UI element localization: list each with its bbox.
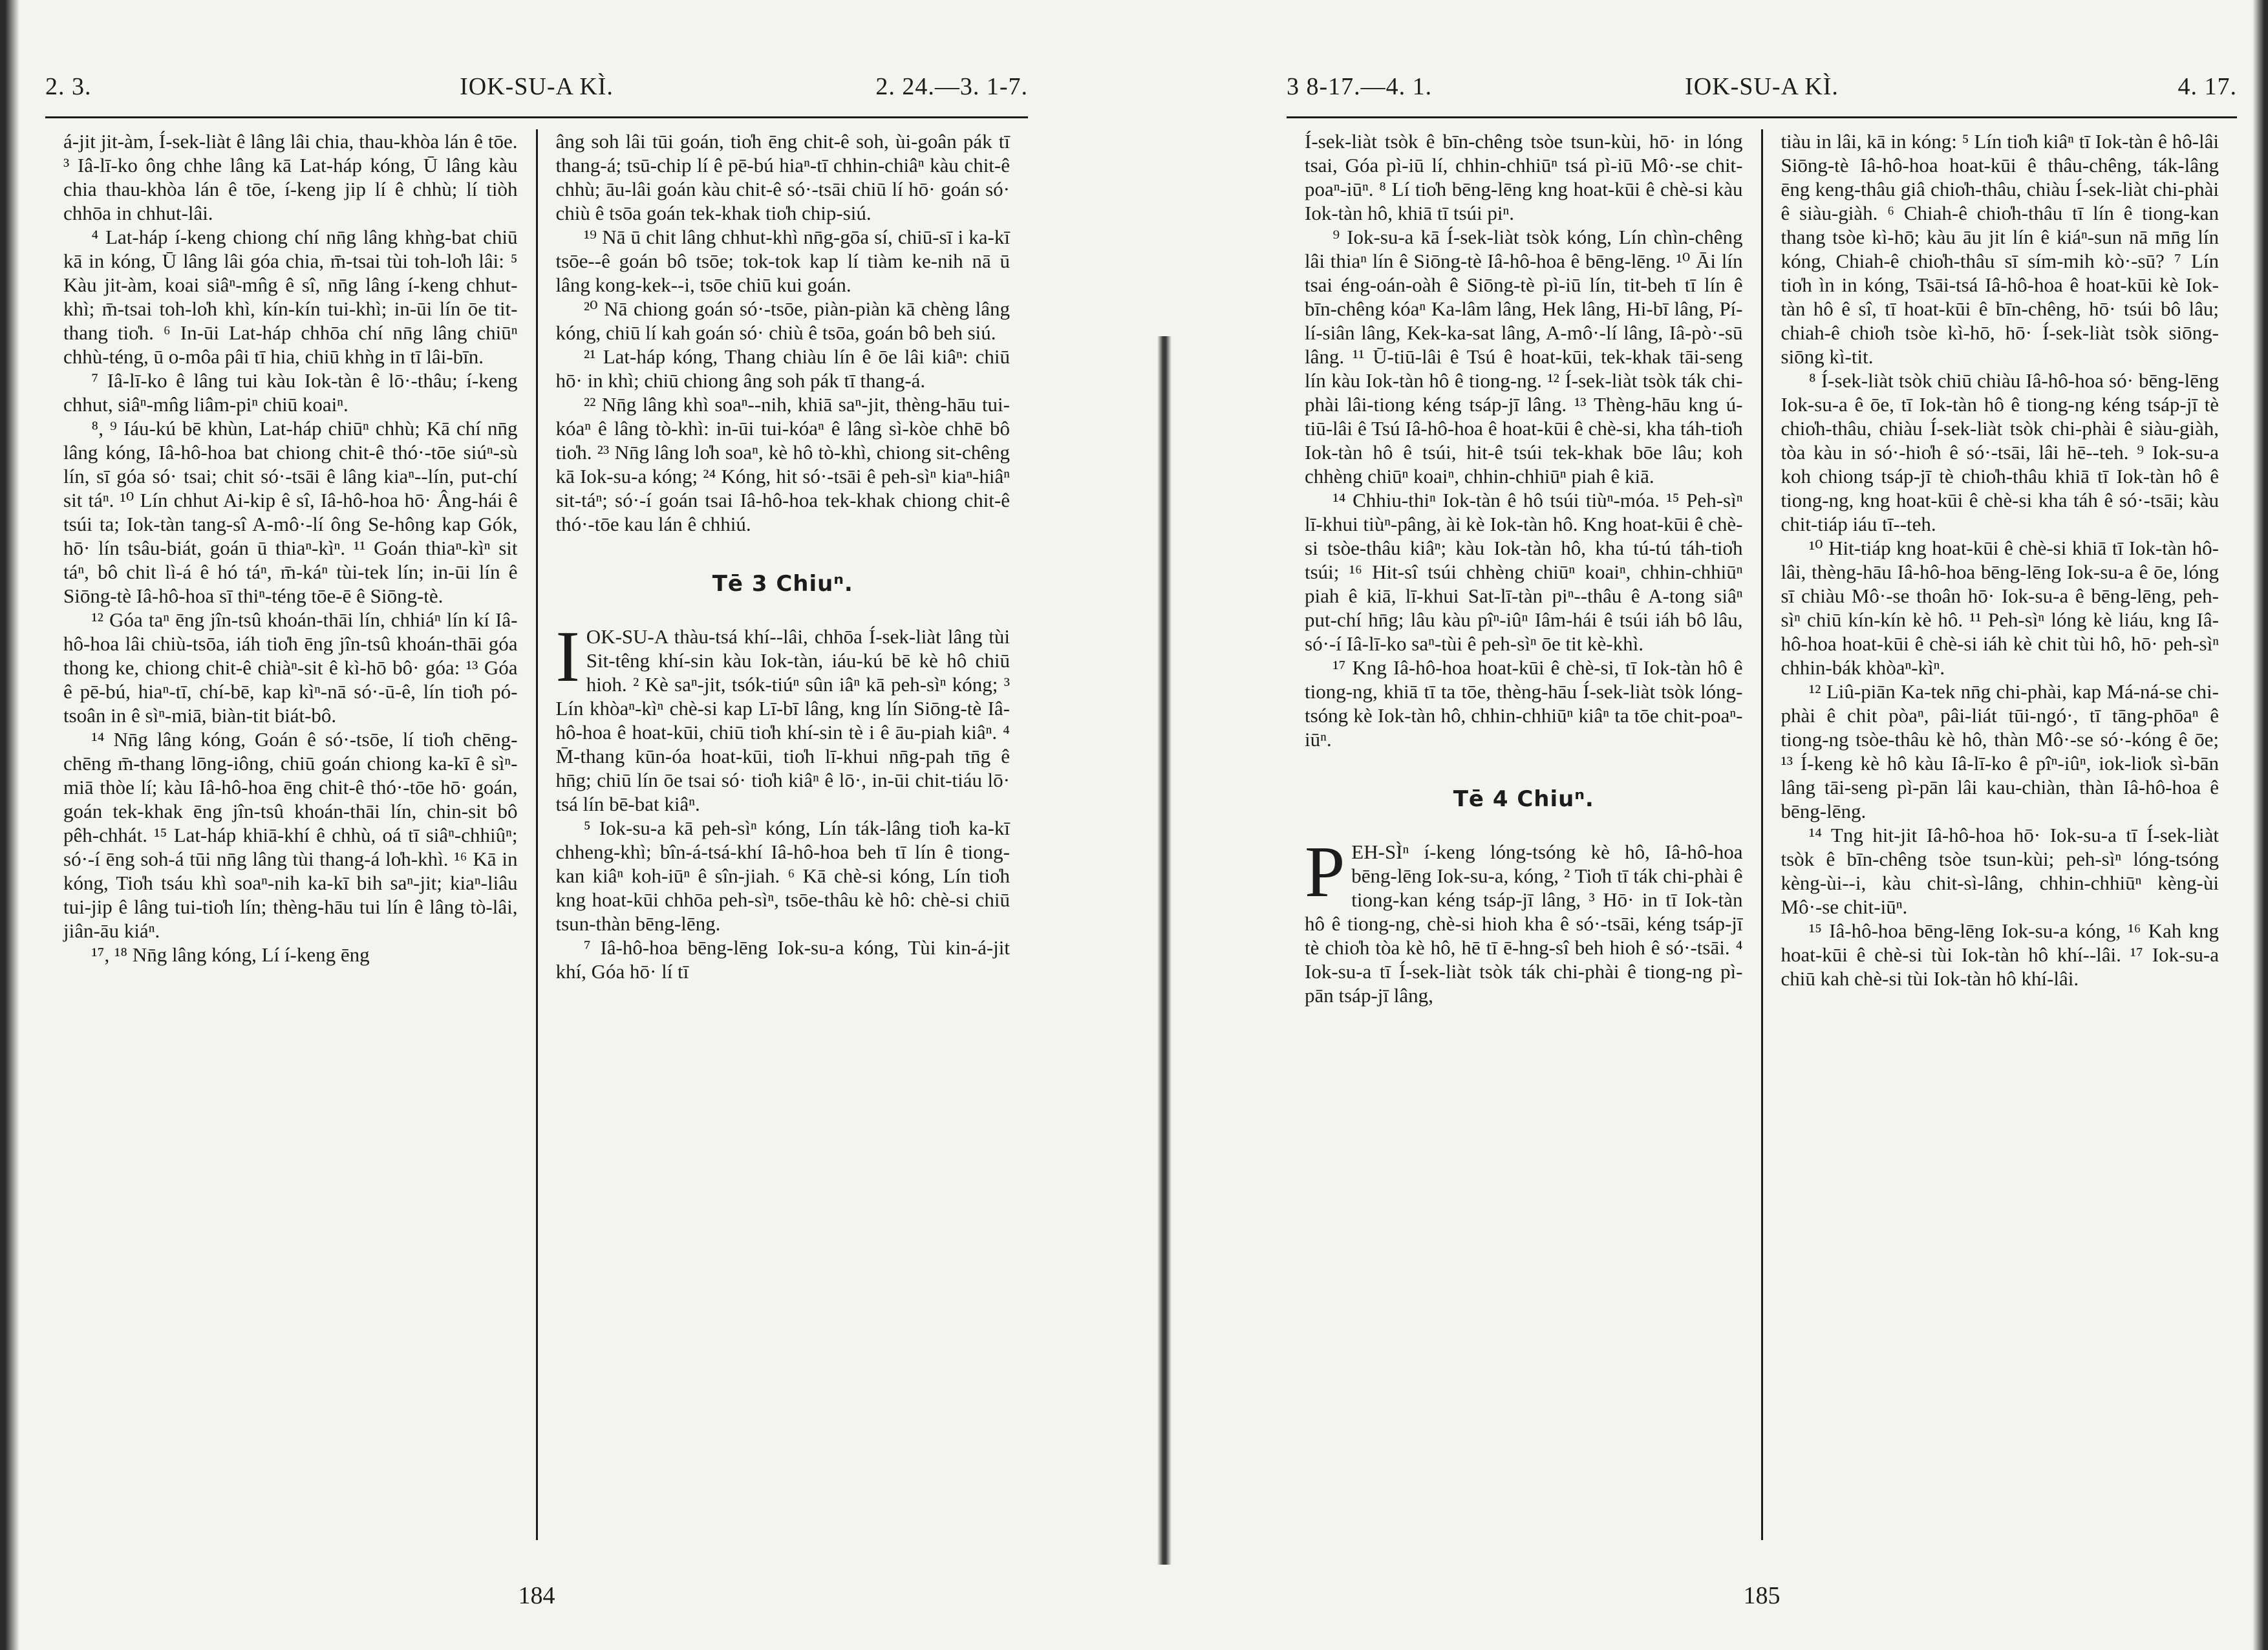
text-column-left bbox=[45, 129, 536, 1540]
chapter-verse-range: 3 8-17.—4. 1. bbox=[1287, 73, 1433, 100]
paragraph: ¹⁰ Hit-tiáp kng hoat-kūi ê chè-si khiā tī Iok-tàn hô-lâi, thèng-hāu Iâ-hô-hoa bēng-lēng Iok-su-a ê ōe, lóng sī chiàu Mô·-se thoân hō· Iok-su-a ê bēng-lēng, peh-sìⁿ chiū kín-kín kè hô. ¹¹ Peh-sìⁿ lóng kè liáu, kng Iâ-hô-hoa hoat-kūi ê chè-si iáh kè chit tùi hô, hō· peh-sìⁿ chhin-bák khòaⁿ-kìⁿ. bbox=[1781, 537, 2219, 679]
paragraph: ⁷ Iâ-hô-hoa bēng-lēng Iok-su-a kóng, Tùi kin-á-jit khí, Góa hō· lí tī bbox=[555, 936, 1010, 983]
page-edge bbox=[0, 0, 26, 1650]
chapter-heading: Tē 4 Chiuⁿ. bbox=[1453, 786, 1594, 812]
paragraph: ¹⁵ Iâ-hô-hoa bēng-lēng Iok-su-a kóng, ¹⁶ Kah kng hoat-kūi ê chè-si tùi Iok-tàn hô khí--lâi. ¹⁷ Iok-su-a chiū kah chè-si tùi Iok-tàn hô khí-lâi. bbox=[1781, 919, 2219, 990]
page-number: 185 bbox=[1743, 1582, 1781, 1609]
paragraph-text: EH-SÌⁿ í-keng lóng-tsóng kè hô, Iâ-hô-hoa bēng-lēng Iok-su-a, kóng, ² Tio̍h tī ták chi-phài ê tiong-kan kéng tsáp-jī lâng, ³ Hō· in tī Iok-tàn hô ê tiong-ng, chè-si hioh kha ê só·-tsāi, kéng tsáp-jī tè chio̍h tòa kè hô, hē tī ē-hng-sî beh hioh ê só·-tsāi. ⁴ Iok-su-a tī Í-sek-liàt tsòk ták chi-phài ê tiong-ng pì-pān tsáp-jī lâng, bbox=[1305, 841, 1743, 1007]
paragraph: ⁵ Iok-su-a kā peh-sìⁿ kóng, Lín ták-lâng tio̍h ka-kī chheng-khì; bîn-á-tsá-khí Iâ-hô-hoa beh tī lín ê tiong-kan kiâⁿ koh-iūⁿ ê sîn-jiah. ⁶ Kā chè-si kóng, Lín tio̍h kng hoat-kūi chhōa peh-sìⁿ, tsōe-thâu kè hô: chè-si chiū tsun-thàn bēng-lēng. bbox=[555, 817, 1010, 935]
text-column-right bbox=[1763, 129, 2238, 1540]
book-gutter bbox=[1157, 336, 1171, 1565]
header-rule bbox=[45, 116, 1028, 118]
page-number: 184 bbox=[518, 1582, 555, 1609]
paragraph: ¹⁷ Kng Iâ-hô-hoa hoat-kūi ê chè-si, tī Iok-tàn hô ê tiong-ng, khiā tī ta tōe, thèng-hāu Í-sek-liàt tsòk lóng-tsóng kè Iok-tàn hô, chhin-chhiūⁿ kiâⁿ ta tōe chit-poaⁿ-iūⁿ. bbox=[1305, 656, 1743, 751]
paragraph: ¹⁴ Chhiu-thiⁿ Iok-tàn ê hô tsúi tiùⁿ-móa. ¹⁵ Peh-sìⁿ lī-khui tiùⁿ-pâng, ài kè Iok-tàn hô. Kng hoat-kūi ê chè-si tsòe-thâu kiâⁿ; kàu Iok-tàn hô, kha tú-tú táh-tio̍h tsúi; ¹⁶ Hit-sî tsúi chhèng chiūⁿ koaiⁿ, chhin-chhiūⁿ piah ê kiā, lī-khui Sat-lī-tàn piⁿ--thâu ê A-tong siâⁿ put-chí hn̄g; lâu kàu pîⁿ-iûⁿ Iâm-hái ê tsúi iáh bô lâu, só·-í Iâ-lī-ko saⁿ-tùi ê peh-sìⁿ ōe tit kè-khì. bbox=[1305, 489, 1743, 655]
paragraph: ²⁰ Nā chiong goán só·-tsōe, piàn-piàn kā chèng lâng kóng, chiū lí kah goán só· chiù ê tsōa, goán bô beh siú. bbox=[555, 297, 1010, 344]
paragraph: Í-sek-liàt tsòk ê bīn-chêng tsòe tsun-kùi, hō· in lóng tsai, Góa pì-iū lí, chhin-chhiūⁿ tsá pì-iū Mô·-se chit-poaⁿ-iūⁿ. ⁸ Lí tio̍h bēng-lēng kng hoat-kūi ê chè-si kàu Iok-tàn hô, khiā tī tsúi piⁿ. bbox=[1305, 130, 1743, 224]
drop-cap: I bbox=[555, 617, 580, 697]
paragraph bbox=[1305, 832, 1743, 1007]
paragraph: á-jit jit-àm, Í-sek-liàt ê lâng lâi chia, thau-khòa lán ê tōe. ³ Iâ-lī-ko ông chhe lâng kā Lat-háp kóng, Ū lâng kàu chia thau-khòa lán ê tōe, í-keng jip lí ê chhù; lí tiòh chhōa in chhut-lâi. bbox=[63, 130, 518, 224]
text-columns bbox=[45, 129, 1028, 1540]
paragraph: ¹⁴ Nn̄g lâng kóng, Goán ê só·-tsōe, lí tio̍h chēng-chēng m̄-thang lōng-iông, chiū goán chiong ka-kī ê sìⁿ-miā thòe lí; kàu Iâ-hô-hoa ēng chit-ê thó·-tōe hō· goán, goán tek-khak ēng jîn-tsû khoán-thāi lín, chin-sit bô pêh-chhát. ¹⁵ Lat-háp khiā-khí ê chhù, oá tī siâⁿ-chhiûⁿ; só·-í ēng soh-á tūi nn̄g lâng tùi thang-á lo̍h-khì. ¹⁶ Kā in kóng, Tio̍h tsáu khì soaⁿ-nih ka-kī bih saⁿ-jit; kiaⁿ-liâu tui-jip ê lâng tui-tio̍h lín; thèng-hāu tui lín ê lâng tò-lâi, jiân-āu kiáⁿ. bbox=[63, 728, 518, 942]
text-columns bbox=[1287, 129, 2237, 1540]
paragraph: ²² Nn̄g lâng khì soaⁿ--nih, khiā saⁿ-jit, thèng-hāu tui-kóaⁿ ê lâng tò-khì: in-ūi tui-kóaⁿ ê lâng sì-kòe chhē bô tio̍h. ²³ Nn̄g lâng lo̍h soaⁿ, kè hô tò-khì, chiong sit-chêng kā Iok-su-a kóng; ²⁴ Kóng, hit só·-tsāi ê peh-sìⁿ kiaⁿ-hiâⁿ sit-táⁿ; só·-í goán tsai Iâ-hô-hoa tek-khak chiong chit-ê thó·-tōe kau lán ê chhiú. bbox=[555, 393, 1010, 535]
chapter-verse-range: 4. 17. bbox=[2177, 73, 2237, 100]
paragraph: tiàu in lâi, kā in kóng: ⁵ Lín tio̍h kiâⁿ tī Iok-tàn ê hô-lâi Siōng-tè Iâ-hô-hoa hoat-kūi ê thâu-chêng, ták-lâng ēng keng-thâu giâ chio̍h-thâu, chiàu Í-sek-liàt chi-phài ê siàu-giàh. ⁶ Chiah-ê chio̍h-thâu tī lín ê tiong-kan thang tsòe kì-hō; kàu āu jit lín ê kiáⁿ-sun nā mn̄g lín kóng, Chiah-ê chio̍h-thâu sī sím-mih kò·-sū? ⁷ Lín tio̍h ìn in kóng, Tsāi-tsá Iâ-hô-hoa ê hoat-kūi kè Iok-tàn hô ê sî, tī hoat-kūi ê bīn-chêng, hō· tsúi bô lâu; chiah-ê chio̍h tsòe kì-hō, hō· Í-sek-liàt tsòk siōng-siōng kì-tit. bbox=[1781, 130, 2219, 368]
paragraph: ¹⁴ Tng hit-jit Iâ-hô-hoa hō· Iok-su-a tī Í-sek-liàt tsòk ê bīn-chêng tsòe tsun-kùi; peh-sìⁿ lóng-tsóng kèng-ùi--i, kàu chit-sì-lâng, chhin-chhiūⁿ kèng-ùi Mô·-se chit-iūⁿ. bbox=[1781, 824, 2219, 918]
running-head bbox=[45, 72, 1028, 111]
paragraph: ⁹ Iok-su-a kā Í-sek-liàt tsòk kóng, Lín chìn-chêng lâi thiaⁿ lín ê Siōng-tè Iâ-hô-hoa ê bēng-lēng. ¹⁰ Āi lín tsai éng-oán-oàh ê Siōng-tè pì-iū lín, tit-beh tī lín ê bīn-chêng kóaⁿ Ka-lâm lâng, Hek lâng, Hi-bī lâng, Pí-lí-siân lâng, Kek-ka-sat lâng, A-mô·-lí lâng, Iâ-pò·-sū lâng. ¹¹ Ū-tiū-lâi ê Tsú ê hoat-kūi, tek-khak tāi-seng lín kàu Iok-tàn hô ê tiong-ng. ¹² Í-sek-liàt tsòk ták chi-phài lâi-tiong kéng tsáp-jī lâng. ¹³ Thèng-hāu kng ú-tiū-lâi ê Tsú Iâ-hô-hoa ê hoat-kūi ê chè-si, kha táh-tio̍h Iok-tàn hô ê tsúi, hit-ê tsúi tek-khak bōe lâu; koh chhèng chiūⁿ koaiⁿ, chhin-chhiūⁿ piah ê kiā. bbox=[1305, 226, 1743, 488]
paragraph: âng soh lâi tūi goán, tio̍h ēng chit-ê soh, ùi-goân pák tī thang-á; tsū-chip lí ê pē-bú hiaⁿ-tī chhin-chiâⁿ kàu chit-ê chhù; āu-lâi goán kàu chit-ê só·-tsāi chiū lí hō· goán só· chiù ê tsōa goán tek-khak tio̍h chip-siú. bbox=[555, 130, 1010, 224]
text-column-right bbox=[538, 129, 1029, 1540]
chapter-heading: Tē 3 Chiuⁿ. bbox=[712, 571, 853, 597]
paragraph: ⁸, ⁹ Iáu-kú bē khùn, Lat-háp chiūⁿ chhù; Kā chí nn̄g lâng kóng, Iâ-hô-hoa bat chiong chit-ê thó·-tōe siúⁿ-sù lín, sī góa só· tsai; chit só·-tsāi ê lâng kiaⁿ--lín, put-chí sit táⁿ. ¹⁰ Lín chhut Ai-kip ê sî, Iâ-hô-hoa hō· Âng-hái ê tsúi ta; Iok-tàn tang-sî A-mô·-lí ông Se-hông kap Gók, hō· lín tsâu-biát, goán ū thiaⁿ-kìⁿ. ¹¹ Goán thiaⁿ-kìⁿ sit táⁿ, bô chit lì-á ê hó táⁿ, m̄-káⁿ tùi-tek lín; in-ūi lín ê Siōng-tè Iâ-hô-hoa sī thiⁿ-téng tōe-ē ê Siōng-tè. bbox=[63, 417, 518, 607]
chapter-verse-range: 2. 24.—3. 1-7. bbox=[875, 73, 1028, 100]
paragraph: ⁷ Iâ-lī-ko ê lâng tui kàu Iok-tàn ê lō·-thâu; í-keng chhut, siâⁿ-mn̂g liâm-piⁿ chiū koaiⁿ. bbox=[63, 369, 518, 416]
right-page bbox=[1287, 0, 2237, 1650]
paragraph: ⁴ Lat-háp í-keng chiong chí nn̄g lâng khǹg-bat chiū kā in kóng, Ū lâng lâi góa chia, m̄-tsai tùi toh-lo̍h lâi: ⁵ Kàu jit-àm, koai siâⁿ-mn̂g ê sî, nn̄g lâng í-keng chhut-khì; m̄-tsai toh-lo̍h khì, kín-kín tui-khì; in-ūi lín ōe tit-thang tio̍h. ⁶ In-ūi Lat-háp chhōa chí nn̄g lâng chiūⁿ chhù-téng, ū o-môa pâi tī hia, chiū khǹg in tī lâi-bīn. bbox=[63, 226, 518, 368]
paragraph bbox=[555, 617, 1011, 816]
running-head bbox=[1287, 72, 2237, 111]
page-edge bbox=[2249, 0, 2268, 1650]
book-title: IOK-SU-A KÌ. bbox=[1685, 73, 1839, 100]
book-title: IOK-SU-A KÌ. bbox=[460, 73, 614, 100]
paragraph: ¹⁷, ¹⁸ Nn̄g lâng kóng, Lí í-keng ēng bbox=[91, 943, 370, 966]
chapter-verse-range: 2. 3. bbox=[45, 73, 92, 100]
left-page bbox=[45, 0, 1028, 1650]
paragraph: ²¹ Lat-háp kóng, Thang chiàu lín ê ōe lâi kiâⁿ: chiū hō· in khì; chiū chiong âng soh pák tī thang-á. bbox=[555, 345, 1010, 392]
drop-cap: P bbox=[1305, 832, 1345, 912]
paragraph: ¹² Liû-piān Ka-tek nn̄g chi-phài, kap Má-ná-se chi-phài ê chit pòaⁿ, pâi-liát tūi-ngó·, tī tāng-phōaⁿ ê tiong-ng tsòe-thâu kè hô, thàn Mô·-se só·-kóng ê ōe; ¹³ Í-keng kè hô kàu Iâ-lī-ko ê pîⁿ-iûⁿ, iok-lio̍k sì-bān lâng tāi-seng pì-pān lâi kau-chiàn, thàn Iâ-hô-hoa ê bēng-lēng. bbox=[1781, 680, 2219, 822]
paragraph-text: OK-SU-A thàu-tsá khí--lâi, chhōa Í-sek-liàt lâng tùi Sit-têng khí-sin kàu Iok-tàn, iáu-kú bē kè hô chiū hioh. ² Kè saⁿ-jit, tsók-tiúⁿ sûn iâⁿ kā peh-sìⁿ kóng; ³ Lín khòaⁿ-kìⁿ chè-si kap Lī-bī lâng, kng lín Siōng-tè Iâ-hô-hoa ê hoat-kūi, chiū tio̍h khí-sin tè i ê āu-piah kiâⁿ. ⁴ M̄-thang kūn-óa hoat-kūi, tio̍h lī-khui nn̄g-pah tn̄g ê hn̄g; chiū lín ōe tsai só· tio̍h kiâⁿ ê lō·, in-ūi chit-tiáu lō· tsá lín bē-bat kiâⁿ. bbox=[555, 625, 1010, 815]
paragraph: ¹² Góa taⁿ ēng jîn-tsû khoán-thāi lín, chhiáⁿ lín kí Iâ-hô-hoa lâi chiù-tsōa, iáh tio̍h ēng jîn-tsû khoán-thāi góa thong ke, chiong chit-ê chiàⁿ-sit ê kì-hō bô· góa: ¹³ Góa ê pē-bú, hiaⁿ-tī, chí-bē, kap kìⁿ-nā só·-ū-ê, lín tio̍h pó-tsoân in ê sìⁿ-miā, biàn-tit biát-bô. bbox=[63, 608, 518, 727]
header-rule bbox=[1287, 116, 2237, 118]
text-column-left bbox=[1287, 129, 1761, 1540]
paragraph: ⁸ Í-sek-liàt tsòk chiū chiàu Iâ-hô-hoa só· bēng-lēng Iok-su-a ê ōe, tī Iok-tàn hô ê tiong-ng kéng tsáp-jī tè chio̍h-thâu, chiàu Í-sek-liàt tsòk chi-phài ê siàu-giàh, tòa kàu in só·-hio̍h ê só·-tsāi, lâi hē--teh. ⁹ Iok-su-a koh chiong tsáp-jī tè chio̍h-thâu khiā tī Iok-tàn hô ê tiong-ng, kng hoat-kūi ê chè-si kha táh ê só·-tsāi; kàu chit-tiáp iáu tī--teh. bbox=[1781, 369, 2219, 535]
paragraph: ¹⁹ Nā ū chit lâng chhut-khì nn̄g-gōa sí, chiū-sī i ka-kī tsōe--ê goán bô tsōe; tok-tok kap lí tiàm ke-nih nā ū lâng kong-kek--i, tsōe chiū kui goán. bbox=[555, 226, 1010, 296]
